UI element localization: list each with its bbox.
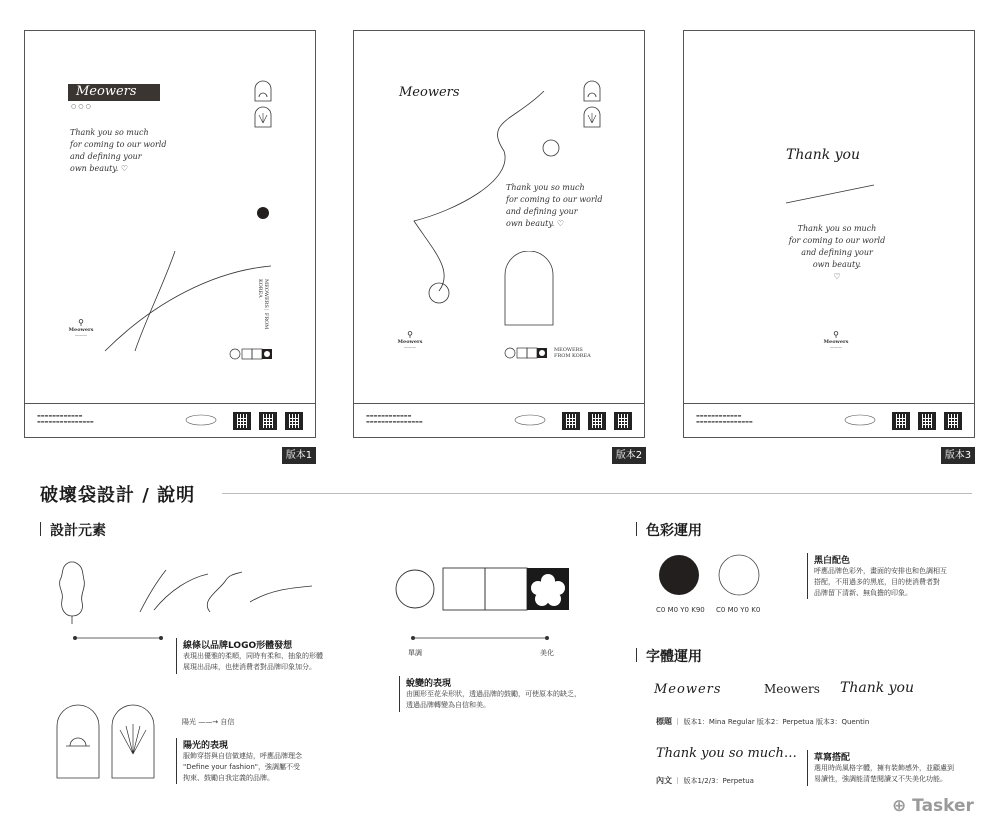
light-body: 服飾穿搭與自信做連結，呼應品牌理念 "Define your fashion"，強調屬不受 拘束、鼓勵自我定義的品牌。 xyxy=(183,752,302,782)
bag-footer xyxy=(684,403,974,437)
thank-you-script: Thank you xyxy=(786,147,861,163)
from-text xyxy=(554,347,591,359)
footer-text: ▬▬▬▬▬▬▬▬▬▬▬▬ ▬▬▬▬▬▬▬▬▬▬▬▬▬▬▬ xyxy=(366,413,423,424)
font-title-label: 標題 xyxy=(656,717,672,726)
qr-code-3 xyxy=(944,412,962,430)
tasker-logo-icon: ⊕ xyxy=(892,796,907,816)
vertical-text-wrap xyxy=(257,279,269,343)
qr-code-2 xyxy=(259,412,277,430)
shape-title: 蛻變的表現 xyxy=(406,679,452,689)
arch-icons xyxy=(253,79,273,129)
keyhole-icon: ⚲ xyxy=(78,318,84,327)
font-title-spec: 標題 ｜ 版本1：Mina Regular 版本2：Perpetua 版本3：Quentin xyxy=(656,717,870,726)
from-line-1: MEOWERS xyxy=(554,347,583,353)
shape-transform xyxy=(394,567,570,613)
bag-footer xyxy=(354,403,644,437)
thanks-text: Thank you so much for coming to our world and defining your own beauty. ♡ xyxy=(788,224,886,281)
font-pair-title: 草寫搭配 xyxy=(814,753,851,763)
footer-signature xyxy=(844,414,876,426)
qr-code-2 xyxy=(918,412,936,430)
arrow-right-icon: ——→ xyxy=(198,718,221,726)
swatch-black-label: C0 M0 Y0 K90 xyxy=(656,606,705,614)
version-tag-2: 版本2 xyxy=(612,447,646,464)
shape-row xyxy=(229,348,275,360)
divider xyxy=(807,553,808,599)
from-line-2: FROM KOREA xyxy=(554,353,591,359)
font-body-spec: 內文 ｜ 版本1/2/3：Perpetua xyxy=(656,776,754,785)
qr-code-1 xyxy=(562,412,580,430)
dots: ○○○ xyxy=(71,103,93,110)
divider xyxy=(176,638,177,674)
watermark-text: Tasker xyxy=(912,796,974,816)
bag-version-3 xyxy=(683,30,975,438)
brand-mark xyxy=(388,331,432,351)
font-sample-3: Thank you xyxy=(840,680,915,696)
line-elements xyxy=(50,560,330,630)
light-scale xyxy=(182,717,234,727)
color-swatches xyxy=(656,552,762,598)
arch-door xyxy=(504,251,554,327)
shape-body: 由圓形至花朵形狀，透過品牌的鼓勵，可使原本的缺乏， 透過品牌轉變為自信和美。 xyxy=(406,690,581,709)
vertical-brand-text: MEOWERS｜FROM KOREA xyxy=(257,279,269,330)
qr-code-1 xyxy=(892,412,910,430)
shape-scale xyxy=(410,634,550,642)
version-tag-3: 版本3 xyxy=(941,447,975,464)
color-body: 呼應品牌色彩外，畫面的安排也和色調相互 搭配，不用過多的黑底，目的使消費者對 品牌留下清新、無負擔的印象。 xyxy=(814,567,947,597)
brand-tagline: ——— xyxy=(830,345,842,350)
footer-signature xyxy=(514,414,546,426)
footer-text: ▬▬▬▬▬▬▬▬▬▬▬▬ ▬▬▬▬▬▬▬▬▬▬▬▬▬▬▬ xyxy=(37,413,94,424)
divider xyxy=(176,738,177,784)
font-sample-2: Meowers xyxy=(764,682,820,696)
font-body-label: 內文 xyxy=(656,776,672,785)
thanks-text: Thank you so much for coming to our world and defining your own beauty. ♡ xyxy=(506,183,603,228)
qr-code-3 xyxy=(285,412,303,430)
logo-banner xyxy=(68,84,160,101)
brand-small-name: Meowers xyxy=(68,327,94,333)
font-body-spec-text: 版本1/2/3：Perpetua xyxy=(683,777,754,785)
font-pair-body: 選用時尚風格字體，擁有裝飾感外，並顧慮到 易讀性，強調能清楚閱讀又不失美化功能。 xyxy=(814,764,954,783)
bag-footer xyxy=(25,403,315,437)
section-design-elements: 設計元素 xyxy=(40,520,106,540)
qr-code-1 xyxy=(233,412,251,430)
swash-line xyxy=(784,183,876,205)
shape-row xyxy=(504,347,550,359)
section-color: 色彩運用 xyxy=(636,520,702,540)
footer-text: ▬▬▬▬▬▬▬▬▬▬▬▬ ▬▬▬▬▬▬▬▬▬▬▬▬▬▬▬ xyxy=(696,413,753,424)
version-tag-1: 版本1 xyxy=(282,447,316,464)
shape-from: 單調 xyxy=(408,649,422,657)
title-divider xyxy=(222,493,972,494)
font-title-spec-text: 版本1：Mina Regular 版本2：Perpetua 版本3：Quentin xyxy=(683,718,870,726)
qr-code-3 xyxy=(614,412,632,430)
brand-mark xyxy=(814,331,858,351)
footer-signature xyxy=(185,414,217,426)
watermark xyxy=(892,796,974,816)
main-title: 破壞袋設計 / 說明 xyxy=(40,485,196,506)
brand-mark xyxy=(59,319,103,339)
keyhole-icon: ⚲ xyxy=(407,330,413,339)
brand-small-name: Meowers xyxy=(397,339,423,345)
thanks-text: Thank you so much for coming to our world and defining your own beauty. ♡ xyxy=(70,128,167,173)
divider xyxy=(807,750,808,786)
lines-title: 線條以品牌LOGO形體發想 xyxy=(183,641,293,651)
light-title: 陽光的表現 xyxy=(183,741,229,751)
brand-tagline: ——— xyxy=(404,345,416,350)
section-font: 字體運用 xyxy=(636,646,702,666)
swatch-white-label: C0 M0 Y0 K0 xyxy=(716,606,761,614)
line-scale xyxy=(72,634,164,642)
brand-small-name: Meowers xyxy=(823,339,849,345)
brand-lines xyxy=(95,201,305,361)
logo-serif: Meowers xyxy=(399,85,460,100)
logo-script: Meowers xyxy=(76,84,137,99)
bag-version-1 xyxy=(24,30,316,438)
color-title: 黑白配色 xyxy=(814,556,851,566)
bag-version-2 xyxy=(353,30,645,438)
light-to: 自信 xyxy=(220,718,235,726)
shape-to: 美化 xyxy=(540,649,554,657)
keyhole-icon: ⚲ xyxy=(833,330,839,339)
divider xyxy=(399,676,400,712)
font-body-sample: Thank you so much… xyxy=(656,746,797,761)
light-arches xyxy=(56,704,166,780)
lines-body: 表現出優雅的柔順，同時有柔和、抽象的形體 展現出品味，也使消費者對品牌印象加分。 xyxy=(183,652,323,671)
font-sample-1: Meowers xyxy=(654,682,722,697)
light-from: 陽光 xyxy=(182,718,196,726)
brand-tagline: ——— xyxy=(75,333,87,338)
qr-code-2 xyxy=(588,412,606,430)
